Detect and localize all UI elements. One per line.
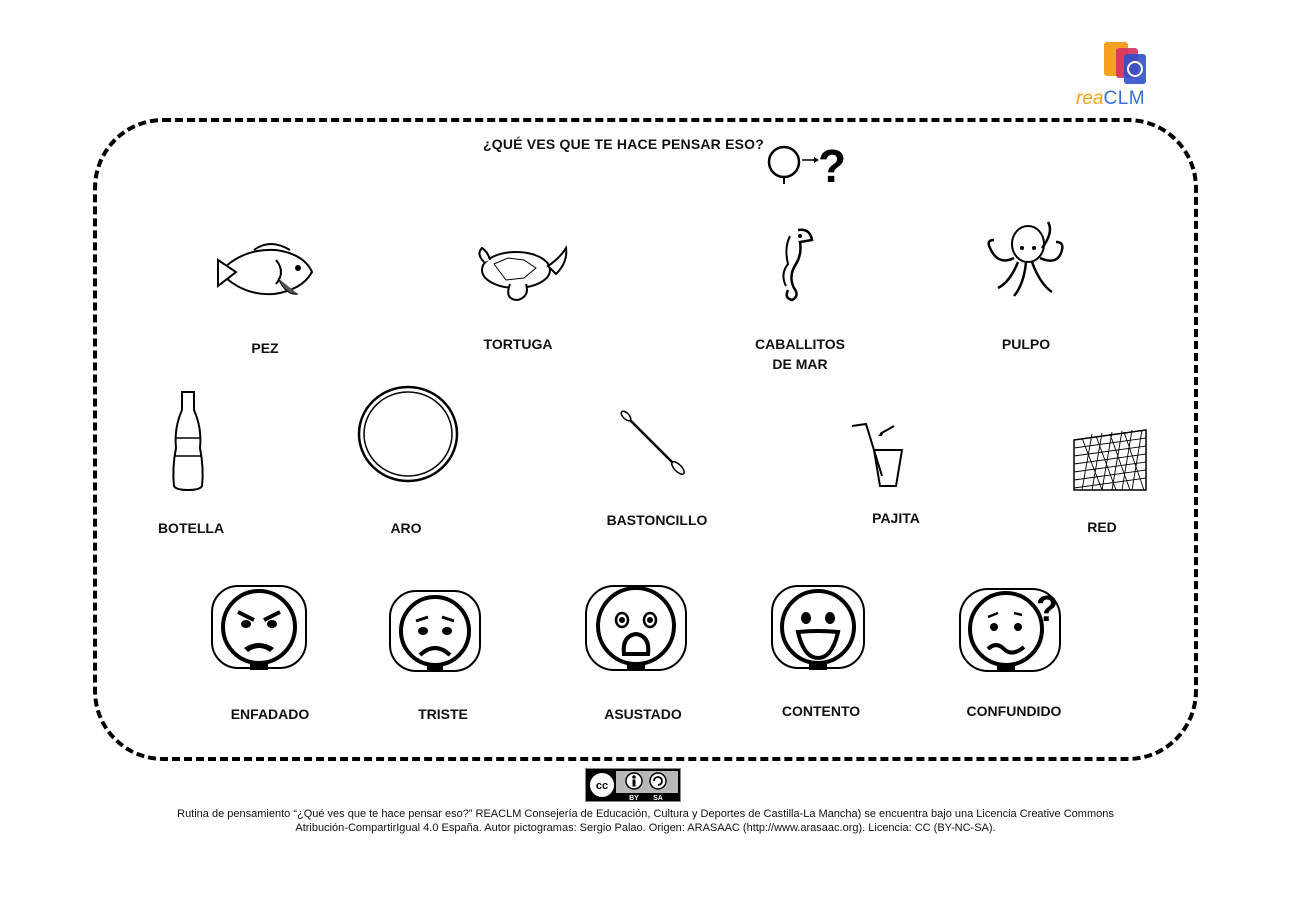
label-caballitos: CABALLITOS <box>755 336 845 352</box>
ring-icon <box>356 384 460 484</box>
label-botella: BOTELLA <box>157 520 225 536</box>
reaclm-logo <box>1100 38 1152 90</box>
label-de-mar: DE MAR <box>772 356 828 372</box>
label-enfadado: ENFADADO <box>230 706 310 722</box>
sad-face-icon <box>386 587 484 679</box>
page-title: ¿QUÉ VES QUE TE HACE PENSAR ESO? <box>483 136 764 152</box>
cotton-swab-icon <box>618 408 688 478</box>
svg-text:?: ? <box>818 140 846 186</box>
happy-face-icon <box>768 582 868 678</box>
label-bastoncillo: BASTONCILLO <box>606 512 708 528</box>
straw-icon <box>846 420 908 488</box>
seahorse-icon <box>770 224 818 306</box>
fish-icon <box>214 238 318 304</box>
label-contento: CONTENTO <box>781 703 861 719</box>
label-confundido: CONFUNDIDO <box>966 703 1062 719</box>
cc-by-sa-badge <box>585 768 681 802</box>
by-text: BY <box>629 795 639 801</box>
turtle-icon <box>474 238 570 304</box>
scared-face-icon <box>582 580 690 678</box>
net-icon <box>1072 428 1148 494</box>
label-pajita: PAJITA <box>872 510 920 526</box>
octopus-icon <box>984 218 1068 302</box>
angry-face-icon <box>208 582 310 678</box>
label-tortuga: TORTUGA <box>483 336 553 352</box>
label-red: RED <box>1087 519 1117 535</box>
logo-squares-icon <box>1100 38 1152 90</box>
confused-face-icon <box>956 583 1068 679</box>
label-asustado: ASUSTADO <box>604 706 682 722</box>
label-pez: PEZ <box>251 340 279 356</box>
label-pulpo: PULPO <box>1001 336 1051 352</box>
sa-text: SA <box>653 795 663 801</box>
cc-license-icon <box>586 769 680 801</box>
cc-text: cc <box>595 780 609 792</box>
footer-line-2: Atribución-CompartirIgual 4.0 España. Autor pictogramas: Sergio Palao. Origen: ARASAAC (http://www.arasaac.org). Licencia: CC (BY-NC-SA). <box>295 822 996 834</box>
bottle-icon <box>168 388 208 494</box>
label-aro: ARO <box>390 520 422 536</box>
think-question-icon <box>766 138 846 186</box>
label-triste: TRISTE <box>418 706 468 722</box>
logo-text-rea: rea <box>1076 88 1104 109</box>
svg-text:?: ? <box>1036 588 1058 629</box>
footer-line-1: Rutina de pensamiento “¿Qué ves que te hace pensar eso?” REACLM Consejería de Educación, Cultura y Deportes de Castilla-La Mancha) se encuentra bajo una Licencia Creative Commons <box>177 808 1114 820</box>
logo-wordmark <box>1076 88 1145 110</box>
logo-text-clm: CLM <box>1103 88 1146 109</box>
